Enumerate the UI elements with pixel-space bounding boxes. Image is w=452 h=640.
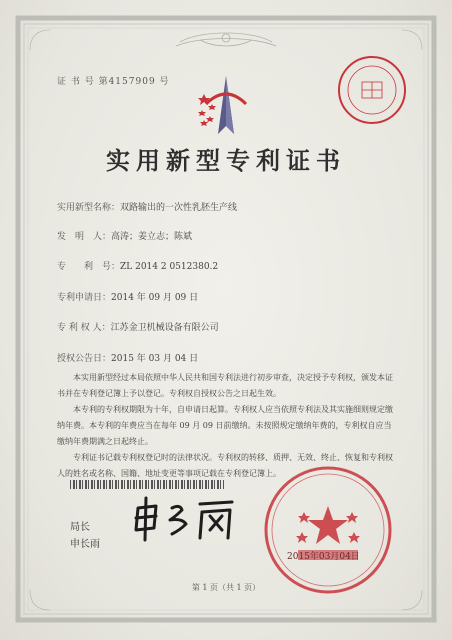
patentee-value: 江苏金卫机械设备有限公司: [110, 323, 219, 333]
seal-date: 2015年03月04日: [287, 552, 360, 562]
body-paragraph-3: 专利证书记载专利权登记时的法律状况。专利权的转移、质押、无效、终止、恢复和专利权人的姓名或名称、国籍、地址变更等事项记载在专利登记簿上。: [57, 453, 393, 478]
utility-model-name: [57, 200, 237, 213]
patent-number: [57, 259, 218, 272]
director-name: 申长雨: [70, 539, 100, 550]
filing-date-label: 专利申请日：: [57, 293, 112, 303]
certificate-number: 证 书 号 第4157909 号: [57, 77, 170, 87]
barcode: [70, 480, 224, 489]
body-paragraph-2: 本专利的专利权期限为十年，自申请日起算。专利权人应当依照专利法及其实施细则规定缴纳年费。本专利的年费应当在每年 09 月 09 日前缴纳。未按照规定缴纳年费的，专利权自应当缴纳年费期满之日起终止。: [57, 405, 393, 446]
inventor: [57, 229, 192, 242]
patent-number-label: 专 利 号：: [57, 262, 121, 272]
utility-model-name-label: 实用新型名称：: [57, 203, 121, 213]
director-title: 局长: [70, 522, 90, 533]
patentee-label: 专 利 权 人：: [57, 323, 111, 333]
grant-date-label: 授权公告日：: [57, 354, 112, 364]
grant-date-value: 2015 年 03 月 04 日: [111, 354, 199, 364]
filing-date-value: 2014 年 09 月 09 日: [111, 293, 199, 303]
inventor-value: 高涛；姜立志；陈斌: [111, 232, 193, 242]
page-indicator: 第 1 页（共 1 页）: [191, 583, 261, 592]
grant-date: [57, 351, 198, 364]
utility-model-name-value: 双路输出的一次性乳胚生产线: [120, 203, 238, 213]
patent-office-emblem-icon: [196, 74, 256, 136]
patentee: [57, 320, 219, 333]
handwritten-signature: [130, 494, 240, 544]
patent-number-value: ZL 2014 2 0512380.2: [120, 262, 219, 272]
top-seal-icon: [336, 54, 408, 126]
filing-date: [57, 290, 198, 303]
certificate-title: 实用新型专利证书: [106, 146, 346, 175]
official-seal-icon: [262, 464, 394, 596]
body-paragraph-1: 本实用新型经过本局依照中华人民共和国专利法进行初步审查，决定授予专利权，颁发本证书并在专利登记簿上予以登记。专利权自授权公告之日起生效。: [57, 373, 393, 398]
inventor-label: 发 明 人：: [57, 232, 112, 242]
